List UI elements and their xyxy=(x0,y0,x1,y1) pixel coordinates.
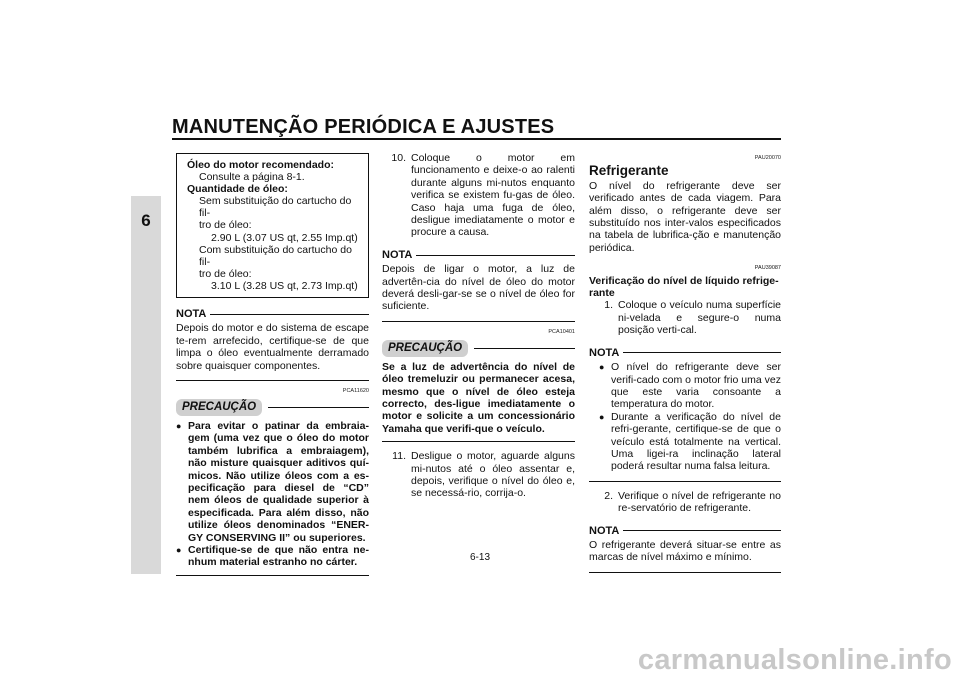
step-1 xyxy=(589,299,781,336)
step-10 xyxy=(382,152,575,239)
step-text: Coloque o motor em funcionamento e deixe-o ao ralenti durante alguns mi-nutos enquanto verifica se existem fu-gas de óleo. Caso haja uma fuga de óleo, desligue imediatamente o motor e procure a causa. xyxy=(411,152,575,239)
bullet-icon: ● xyxy=(599,411,605,422)
nota-bullet-text: Durante a verificação do nível de refri-gerante, certifique-se de que o veículo está totalmente na vertical. Uma ligei-ra inclinação lateral poderá resultar numa falsa leitura. xyxy=(611,410,781,473)
bullet-icon: ● xyxy=(176,544,182,555)
nota-text: Depois do motor e do sistema de escape te-rem arrefecido, certifique-se de que limpa o óleo eventualmente derramado sobre quaisquer componentes. xyxy=(176,322,369,372)
section-intro: O nível do refrigerante deve ser verificado antes de cada viagem. Para além disso, o refrigerante deve ser substituído nos inter-valos especificados na tabela de lubrifica-ção e manutenção periódica. xyxy=(589,179,781,254)
caution-top-rule xyxy=(176,380,369,397)
caution-label: PRECAUÇÃO xyxy=(176,399,262,415)
spec-oil-value: Consulte a página 8-1. xyxy=(199,171,305,184)
column-3 xyxy=(589,152,781,573)
spec-without-cartridge-2: tro de óleo: xyxy=(199,219,252,232)
bullet-icon: ● xyxy=(599,362,605,373)
watermark: carmanualsonline.info xyxy=(637,644,952,676)
subsection-title: Verificação do nível de líquido refrige-rante xyxy=(589,274,779,300)
column-2 xyxy=(382,152,575,500)
caution-heading xyxy=(382,340,575,356)
caution-top-rule xyxy=(382,321,575,338)
page-title: MANUTENÇÃO PERIÓDICA E AJUSTES xyxy=(172,116,555,138)
nota-end-rule xyxy=(589,572,781,573)
caution-end-rule xyxy=(382,441,575,442)
caution-bullet-text: Certifique-se de que não entra ne-nhum material estranho no cárter. xyxy=(188,543,369,569)
nota-heading xyxy=(176,308,369,320)
nota-rule xyxy=(623,352,781,353)
spec-oil-label: Óleo do motor recomendado: xyxy=(187,159,335,171)
nota-label: NOTA xyxy=(589,524,620,537)
spec-without-cartridge-1: Sem substituição do cartucho do fil- xyxy=(199,195,352,220)
chapter-side-tab xyxy=(131,196,161,574)
nota-label: NOTA xyxy=(382,248,413,261)
step-11 xyxy=(382,450,575,500)
nota-end-rule xyxy=(589,481,781,482)
caution-end-rule xyxy=(176,575,369,576)
spec-qty-label: Quantidade de óleo: xyxy=(187,183,288,196)
caution-label: PRECAUÇÃO xyxy=(382,340,468,356)
caution-rule xyxy=(268,407,369,408)
nota-rule xyxy=(623,530,781,531)
caution-text: Se a luz de advertência do nível de óleo tremeluzir ou permanecer acesa, mesmo que o nível de óleo esteja correcto, des-ligue imediatamente o motor e solicite a um concessionário Yamaha que verifi-que o veículo. xyxy=(382,360,575,435)
nota-heading xyxy=(589,347,781,359)
step-text: Coloque o veículo numa superfície ni-velada e segure-o numa posição verti-cal. xyxy=(618,299,781,337)
step-number: 10. xyxy=(391,152,406,164)
step-number: 2. xyxy=(604,489,613,502)
caution-code: PCA11620 xyxy=(342,388,369,395)
page-number: 6-13 xyxy=(469,552,490,563)
step-2 xyxy=(589,490,781,515)
nota-label: NOTA xyxy=(176,308,207,321)
title-rule xyxy=(172,138,781,140)
chapter-number: 6 xyxy=(141,211,151,230)
nota-heading xyxy=(589,525,781,537)
caution-bullet-text: Para evitar o patinar da embraia-gem (uma vez que o óleo do motor também lubrifica a embraiagem), não misture quaisquer aditivos quí-micos. Não utilize óleos com a es-pecificação para diesel de “CD” nem óleos de qualidade superior à especificada. Para além disso, não utilize óleos denominados “ENER-GY CONSERVING II” ou superiores. xyxy=(188,419,369,544)
caution-code: PCA10401 xyxy=(548,328,575,335)
step-number: 1. xyxy=(604,299,613,312)
step-text: Desligue o motor, aguarde alguns mi-nutos até o óleo assentar e, depois, verifique o nível do óleo e, se necessá-rio, corrija-o. xyxy=(411,450,575,500)
step-number: 11. xyxy=(392,450,406,463)
spec-with-cartridge-1: Com substituição do cartucho do fil- xyxy=(199,243,352,268)
section-title: Refrigerante xyxy=(589,163,669,179)
section-code: PAU20070 xyxy=(754,155,781,161)
step-text: Verifique o nível de refrigerante no re-servatório de refrigerante. xyxy=(618,489,781,515)
caution-bullet xyxy=(176,420,369,544)
nota-heading xyxy=(382,249,575,261)
nota-label: NOTA xyxy=(589,346,620,359)
oil-spec-box xyxy=(176,153,369,298)
nota-bullet xyxy=(589,411,781,473)
nota-text: O refrigerante deverá situar-se entre as marcas de nível máximo e mínimo. xyxy=(589,538,781,564)
column-1 xyxy=(176,153,369,576)
nota-bullet-text: O nível do refrigerante deve ser verifi-cado com o motor frio uma vez que este varia consoante a temperatura do motor. xyxy=(611,361,781,411)
nota-rule xyxy=(210,314,369,315)
nota-rule xyxy=(416,255,575,256)
caution-rule xyxy=(474,348,575,349)
spec-with-cartridge-value: 3.10 L (3.28 US qt, 2.73 Imp.qt) xyxy=(211,279,358,292)
spec-without-cartridge-value: 2.90 L (3.07 US qt, 2.55 Imp.qt) xyxy=(211,231,358,244)
spec-with-cartridge-2: tro de óleo: xyxy=(199,267,252,280)
caution-heading xyxy=(176,399,369,415)
subsection-code: PAU39087 xyxy=(754,265,781,272)
nota-bullet xyxy=(589,361,781,411)
bullet-icon: ● xyxy=(176,420,182,431)
nota-text: Depois de ligar o motor, a luz de advertên-cia do nível de óleo do motor deverá desli-gar-se se o nível de óleo for suficiente. xyxy=(382,263,575,313)
